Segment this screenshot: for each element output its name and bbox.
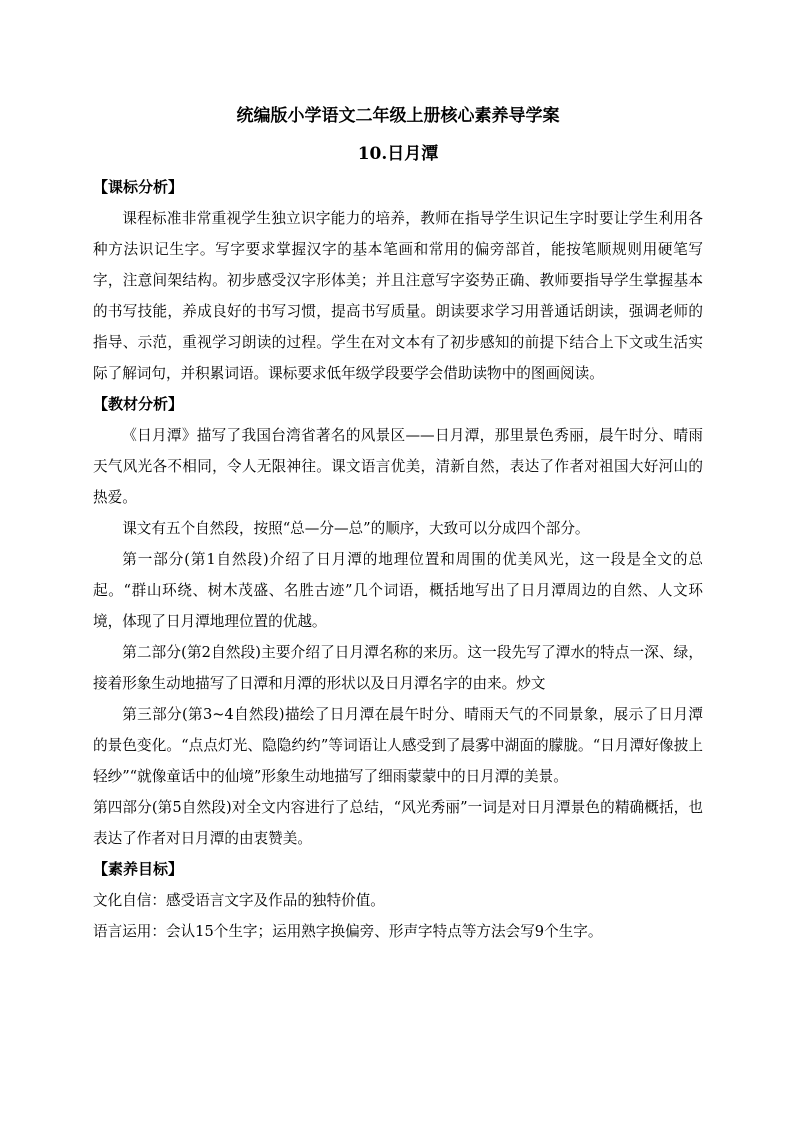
section-textbook-analysis bbox=[93, 389, 703, 854]
document-title: 统编版小学语文二年级上册核心素养导学案 bbox=[236, 106, 560, 126]
paragraph: 第四部分(第5自然段)对全文内容进行了总结，“风光秀丽”一词是对日月潭景色的精确概括，也表达了作者对日月潭的由衷赞美。 bbox=[93, 799, 703, 847]
paragraph: 课程标准非常重视学生独立识字能力的培养，教师在指导学生识记生字时要让学生利用各种方法识记生字。写字要求掌握汉字的基本笔画和常用的偏旁部首，能按笔顺规则用硬笔写字，注意间架结构。初步感受汉字形体美；并且注意写字姿势正确、教师要指导学生掌握基本的书写技能，养成良好的书写习惯，提高书写质量。朗读要求学习用普通话朗读，强调老师的指导、示范，重视学习朗读的过程。学生在对文本有了初步感知的前提下结合上下文或生活实际了解词句，并积累词语。课标要求低年级学段要学会借助读物中的图画阅读。 bbox=[93, 210, 703, 382]
lesson-title: 10.日月潭 bbox=[357, 144, 439, 164]
document-page bbox=[93, 100, 703, 947]
paragraph: 第三部分(第3~4自然段)描绘了日月潭在晨午时分、晴雨天气的不同景象，展示了日月潭的景色变化。“点点灯光、隐隐约约”等词语让人感受到了晨雾中湖面的朦胧。“日月潭好像披上轻纱”“就像童话中的仙境”形象生动地描写了细雨蒙蒙中的日月潭的美景。 bbox=[93, 706, 703, 785]
paragraph: 语言运用：会认15个生字；运用熟字换偏旁、形声字特点等方法会写9个生字。 bbox=[93, 923, 603, 940]
section-heading: 【课标分析】 bbox=[93, 178, 184, 196]
paragraph: 课文有五个自然段，按照“总—分—总”的顺序，大致可以分成四个部分。 bbox=[122, 520, 590, 537]
paragraph: 《日月潭》描写了我国台湾省著名的风景区——日月潭，那里景色秀丽，晨午时分、晴雨天气风光各不相同，令人无限神往。课文语言优美，清新自然，表达了作者对祖国大好河山的热爱。 bbox=[93, 427, 703, 506]
paragraph: 第一部分(第1自然段)介绍了日月潭的地理位置和周围的优美风光，这一段是全文的总起。“群山环绕、树木茂盛、名胜古迹”几个词语，概括地写出了日月潭周边的自然、人文环境，体现了日月潭地理位置的优越。 bbox=[93, 551, 703, 630]
section-literacy-goals bbox=[93, 854, 703, 947]
section-heading: 【教材分析】 bbox=[93, 395, 184, 413]
paragraph: 第二部分(第2自然段)主要介绍了日月潭名称的来历。这一段先写了潭水的特点一深、绿，接着形象生动地描写了日潭和月潭的形状以及日月潭名字的由来。炒文 bbox=[93, 644, 703, 692]
section-heading: 【素养目标】 bbox=[93, 860, 184, 878]
paragraph: 文化自信：感受语言文字及作品的独特价值。 bbox=[93, 892, 385, 909]
section-curriculum-analysis bbox=[93, 172, 703, 389]
